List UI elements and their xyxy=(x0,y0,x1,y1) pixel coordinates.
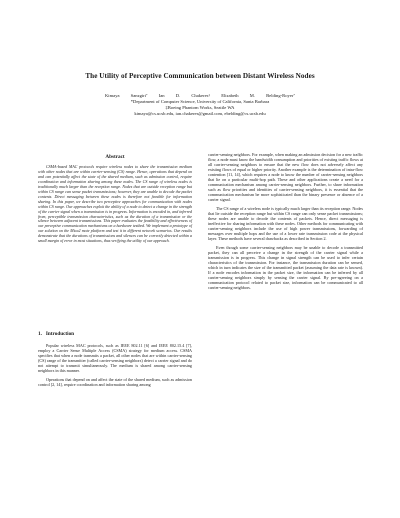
body-paragraph: Operations that depend on and affect the state of the shared medium, such as admission control [2, 14], require coordination and information sharing among xyxy=(38,377,192,387)
section-title: Introduction xyxy=(45,331,75,337)
author-name: Kimaya Sanzgiri* xyxy=(104,93,148,98)
section-number: 1. xyxy=(38,331,42,337)
author-block xyxy=(0,93,400,117)
body-paragraph: The CS range of a wireless node is typically much larger than its reception range. Nodes that lie outside the reception range but within CS range can only sense packet transmissions; these nodes are unable to decode the contents of packets. Hence, direct messaging is ineffective for sharing information with these nodes. Other methods for communicating with carrier-sensing neighbors include the use of high power transmissions, forwarding of messages over multiple hops and the use of a lower rate transmission code at the physical layer. These methods have several drawbacks as described in Section 2. xyxy=(208,206,363,241)
affiliation-line: *Department of Computer Science, University of California, Santa Barbara xyxy=(130,99,270,104)
abstract-section xyxy=(38,152,192,244)
affiliation-line: ‡Boeing Phantom Works, Seattle WA xyxy=(165,105,235,110)
body-paragraph: carrier-sensing neighbors. For example, when making an admission decision for a new traffic flow, a node must know the bandwidth consumption and priorities of existing traffic flows at all carrier-sensing neighbors to ensure that the new flow does not adversely affect any existing flows of equal or higher priority. Another example is the determination of intra-flow contention [11, 14], which requires a node to know the number of carrier-sensing neighbors that lie on a particular multi-hop path. These and other applications create a need for a communication mechanism among carrier-sensing neighbors. Further, to share information such as flow priorities and identities of carrier-sensing neighbors, it is essential that the communication mechanism be more sophisticated than the binary presence or absence of a carrier signal. xyxy=(208,152,363,202)
body-paragraph: Even though some carrier-sensing neighbors may be unable to decode a transmitted packet, they can all perceive a change in the strength of the carrier signal while a transmission is in progress. This change in signal strength can be used to infer certain characteristics of the transmission. For instance, the transmission duration can be sensed, which in turn indicates the size of the transmitted packet (assuming the data rate is known). If a node encodes information in the packet size, the information can be inferred by all carrier-sensing neighbors simply by sensing the carrier signal. By pre-agreeing on a communication protocol related to packet size, information can be communicated to all carrier-sensing neighbors. xyxy=(208,245,363,290)
section-heading xyxy=(38,331,74,337)
author-emails: kimaya@cs.ucsb.edu, ian.chakeres@gmail.com, ebelding@cs.ucsb.edu xyxy=(134,111,266,116)
paper-title: The Utility of Perceptive Communication between Distant Wireless Nodes xyxy=(85,72,315,80)
abstract-text: CSMA-based MAC protocols require wireless nodes to share the transmission medium with other nodes that are within carrier-sensing (CS) range. Hence, operations that depend on and can potentially affect the state of the shared medium, such as admission control, require coordination and information sharing among these nodes. The CS range of wireless nodes is traditionally much larger than the reception range. Nodes that are outside reception range but within CS range can sense packet transmissions; however, they are unable to decode the packet contents. Direct messaging between these nodes is therefore not feasible for information sharing. In this paper, we describe two perceptive approaches for communication with nodes within CS range. Our approaches exploit the ability of a node to detect a change in the strength of the carrier signal when a transmission is in progress. Information is encoded in, and inferred from, perceptible transmission characteristics, such as the duration of a transmission or the silence between adjacent transmissions. This paper evaluates the feasibility and effectiveness of our perceptive communication mechanisms on a hardware testbed. We implement a prototype of our solution on the Mica2 mote platform and test it in different network scenarios. Our results demonstrate that the durations of transmissions and silences can be correctly detected within a small margin of error in most situations, thus verifying the utility of our approach. xyxy=(38,164,192,244)
abstract-heading: Abstract xyxy=(105,154,125,160)
body-paragraph: Popular wireless MAC protocols, such as IEEE 802.11 [6] and IEEE 802.15.4 [7], employ a Carrier Sense Multiple Access (CSMA) strategy for medium access. CSMA specifies that when a node transmits a packet, all other nodes that are within carrier-sensing (CS) range of the transmitter (called carrier-sensing neighbors) detect a carrier signal and do not attempt to transmit simultaneously. The medium is shared among carrier-sensing neighbors in this manner. xyxy=(38,343,192,373)
author-name: Elizabeth M. Belding-Royer* xyxy=(221,93,295,98)
author-name: Ian D. Chakeres‡ xyxy=(158,93,211,98)
introduction-body xyxy=(38,343,192,391)
right-column xyxy=(208,152,363,294)
